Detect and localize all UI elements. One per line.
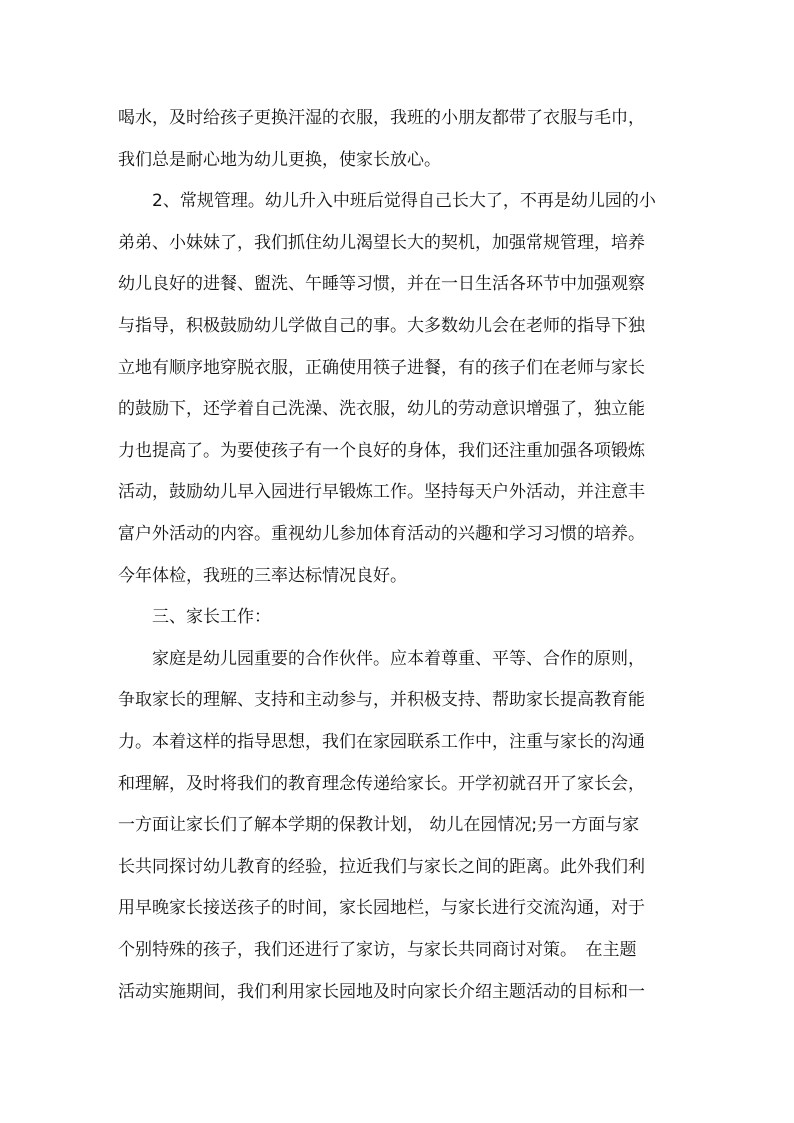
text-line-17: 和理解，及时将我们的教育理念传递给家长。开学初就召开了家长会， <box>118 774 645 794</box>
text-line-19: 长共同探讨幼儿教育的经验，拉近我们与家长之间的距离。此外我们利 <box>118 857 645 877</box>
text-line-21: 个别特殊的孩子，我们还进行了家访，与家长共同商讨对策。 在主题 <box>118 940 637 960</box>
text-line-6: 与指导，积极鼓励幼儿学做自己的事。大多数幼儿会在老师的指导下独 <box>118 316 645 336</box>
text-line-2: 我们总是耐心地为幼儿更换，使家长放心。 <box>118 150 441 170</box>
text-line-10: 活动，鼓励幼儿早入园进行早锻炼工作。坚持每天户外活动，并注意丰 <box>118 482 645 502</box>
text-line-7: 立地有顺序地穿脱衣服，正确使用筷子进餐，有的孩子们在老师与家长 <box>118 358 645 378</box>
text-line-8: 的鼓励下，还学着自己洗澡、洗衣服，幼儿的劳动意识增强了，独立能 <box>118 399 645 419</box>
text-line-16: 力。本着这样的指导思想，我们在家园联系工作中，注重与家长的沟通 <box>118 732 645 752</box>
text-line-15: 争取家长的理解、支持和主动参与，并积极支持、帮助家长提高教育能 <box>118 690 645 710</box>
text-line-22: 活动实施期间，我们利用家长园地及时向家长介绍主题活动的目标和一 <box>118 982 645 1002</box>
text-line-4: 弟弟、小妹妹了，我们抓住幼儿渴望长大的契机，加强常规管理，培养 <box>118 233 645 253</box>
text-line-9: 力也提高了。为要使孩子有一个良好的身体，我们还注重加强各项锻炼 <box>118 441 645 461</box>
text-line-3: 2、常规管理。幼儿升入中班后觉得自己长大了，不再是幼儿园的小 <box>118 191 656 211</box>
text-line-5: 幼儿良好的进餐、盥洗、午睡等习惯，并在一日生活各环节中加强观察 <box>118 274 645 294</box>
text-line-11: 富户外活动的内容。重视幼儿参加体育活动的兴趣和学习习惯的培养。 <box>118 524 645 544</box>
text-line-1: 喝水，及时给孩子更换汗湿的衣服，我班的小朋友都带了衣服与毛巾， <box>118 108 645 128</box>
section-heading-parent-work: 三、家长工作： <box>118 607 271 627</box>
text-line-18: 一方面让家长们了解本学期的保教计划， 幼儿在园情况;另一方面与家 <box>118 815 640 835</box>
text-line-14: 家庭是幼儿园重要的合作伙伴。应本着尊重、平等、合作的原则， <box>118 649 645 669</box>
text-line-12: 今年体检，我班的三率达标情况良好。 <box>118 566 407 586</box>
text-line-20: 用早晚家长接送孩子的时间，家长园地栏，与家长进行交流沟通，对于 <box>118 898 645 918</box>
